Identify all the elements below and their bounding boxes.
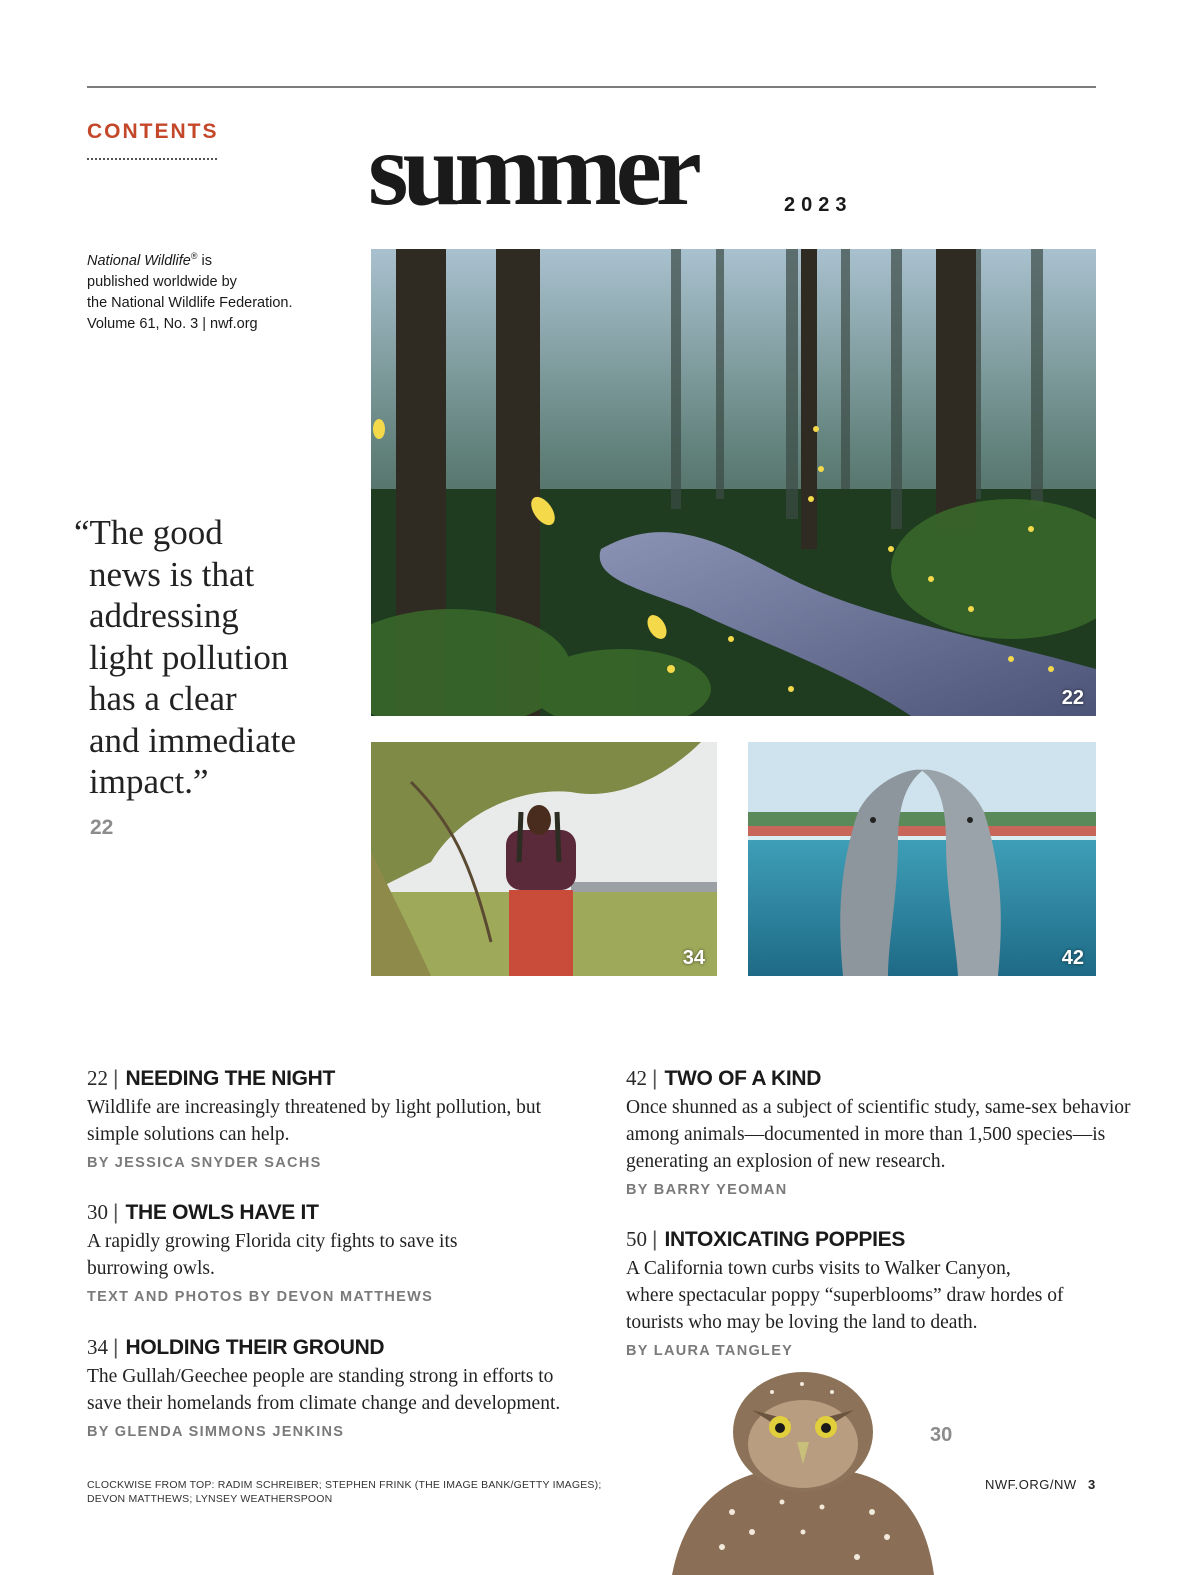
masthead-info [87, 246, 293, 335]
article-description [87, 1228, 607, 1282]
quote-line: impact.” [89, 762, 209, 801]
article-title: NEEDING THE NIGHT [125, 1067, 336, 1090]
section-label: CONTENTS [87, 120, 219, 143]
magazine-name: National Wildlife [87, 252, 191, 269]
description-line: generating an explosion of new research. [626, 1151, 946, 1172]
article-entry[interactable] [87, 1333, 607, 1440]
description-line: A California town curbs visits to Walker Canyon, [626, 1258, 1011, 1279]
article-page-number: 34 [87, 1335, 108, 1359]
photo-page-number: 42 [1061, 947, 1084, 969]
description-line: where spectacular poppy “superblooms” draw hordes of [626, 1285, 1064, 1306]
burrowing-owl-photo[interactable] [672, 1372, 934, 1575]
article-description [87, 1094, 607, 1148]
article-heading [626, 1225, 1166, 1254]
description-line: burrowing owls. [87, 1258, 215, 1279]
quote-line: addressing [89, 596, 239, 635]
article-entry[interactable] [626, 1064, 1166, 1198]
description-line: The Gullah/Geechee people are standing strong in efforts to [87, 1366, 554, 1387]
article-heading [87, 1198, 607, 1227]
footer-page-number: 3 [1088, 1477, 1096, 1492]
article-entry[interactable] [626, 1225, 1166, 1359]
masthead-line: published worldwide by [87, 273, 237, 290]
article-page-number: 42 [626, 1066, 647, 1090]
quote-line: news is that [89, 554, 255, 594]
photo-page-number: 22 [1061, 687, 1084, 709]
owl-illustration [672, 1372, 934, 1575]
dotted-divider [87, 158, 217, 160]
article-page-number: 50 [626, 1227, 647, 1251]
photo-credits [87, 1479, 601, 1506]
article-heading [626, 1064, 1166, 1093]
description-line: Wildlife are increasingly threatened by light pollution, but [87, 1097, 542, 1118]
dolphins-illustration [748, 742, 1096, 976]
article-description [87, 1363, 607, 1417]
quote-line: and immediate [89, 720, 297, 760]
masthead-line: the National Wildlife Federation. [87, 294, 293, 311]
article-title: TWO OF A KIND [664, 1067, 822, 1090]
masthead-line [87, 246, 293, 272]
article-description [626, 1255, 1166, 1336]
article-byline: BY LAURA TANGLEY [626, 1343, 794, 1359]
article-title: THE OWLS HAVE IT [125, 1201, 319, 1224]
article-separator: | [652, 1228, 658, 1251]
photo-page-number: 30 [930, 1424, 953, 1446]
article-title: HOLDING THEIR GROUND [125, 1336, 385, 1359]
article-heading [87, 1064, 607, 1093]
quote-line: has a clear [89, 679, 237, 718]
photo-page-number: 34 [682, 947, 705, 969]
description-line: Once shunned as a subject of scientific study, same-sex behavior [626, 1097, 1131, 1118]
credit-line: DEVON MATTHEWS; LYNSEY WEATHERSPOON [87, 1492, 333, 1505]
masthead-text: is [197, 252, 212, 269]
issue-year: 2023 [784, 194, 853, 216]
description-line: save their homelands from climate change and development. [87, 1393, 561, 1414]
article-byline: BY BARRY YEOMAN [626, 1182, 788, 1198]
article-title: INTOXICATING POPPIES [664, 1228, 906, 1251]
article-separator: | [113, 1067, 119, 1090]
article-page-number: 22 [87, 1066, 108, 1090]
quote-line: “The good [74, 513, 223, 552]
article-description [626, 1094, 1166, 1175]
article-separator: | [113, 1201, 119, 1224]
credit-line: CLOCKWISE FROM TOP: RADIM SCHREIBER; STEPHEN FRINK (THE IMAGE BANK/GETTY IMAGES); [87, 1479, 602, 1491]
article-page-number: 30 [87, 1200, 108, 1224]
forest-illustration [371, 249, 1096, 716]
gullah-woman-photo[interactable] [371, 742, 717, 976]
article-separator: | [652, 1067, 658, 1090]
article-heading [87, 1333, 607, 1362]
dolphins-photo[interactable] [748, 742, 1096, 976]
article-separator: | [113, 1336, 119, 1359]
description-line: A rapidly growing Florida city fights to save its [87, 1231, 458, 1252]
article-byline: TEXT AND PHOTOS BY DEVON MATTHEWS [87, 1289, 434, 1305]
article-entry[interactable] [87, 1064, 607, 1171]
footer-site-link[interactable]: NWF.ORG/NW [985, 1477, 1077, 1492]
woman-illustration [371, 742, 717, 976]
description-line: simple solutions can help. [87, 1124, 290, 1145]
article-entry[interactable] [87, 1198, 607, 1305]
quote-line: light pollution [89, 637, 289, 677]
description-line: tourists who may be loving the land to death. [626, 1312, 978, 1333]
masthead-line: Volume 61, No. 3 | nwf.org [87, 315, 258, 332]
pull-quote [74, 512, 334, 803]
fireflies-forest-photo[interactable] [371, 249, 1096, 716]
registered-mark: ® [190, 251, 198, 261]
article-byline: BY GLENDA SIMMONS JENKINS [87, 1424, 345, 1440]
article-byline: BY JESSICA SNYDER SACHS [87, 1155, 322, 1171]
top-rule [87, 86, 1096, 88]
description-line: among animals—documented in more than 1,500 species—is [626, 1124, 1106, 1145]
quote-page-number: 22 [90, 816, 114, 839]
issue-title: summer [368, 112, 696, 227]
